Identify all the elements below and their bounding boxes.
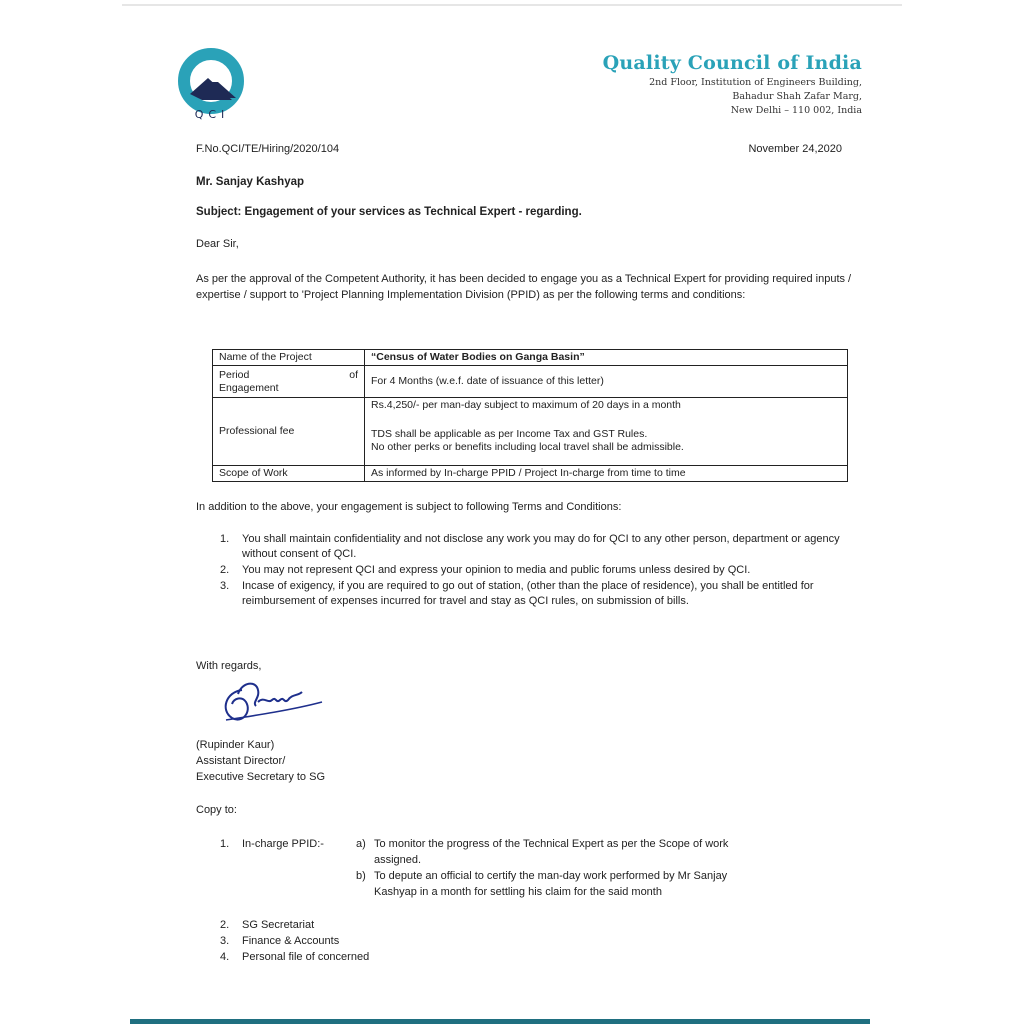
list-number: 1. — [220, 533, 230, 545]
table-row — [213, 398, 848, 466]
copy-to-more — [220, 917, 369, 965]
sub-item-b — [356, 868, 836, 900]
reference-number: F.No.QCI/TE/Hiring/2020/104 — [196, 143, 340, 155]
list-text: You may not represent QCI and express your opinion to media and public forums unless desired by QCI. — [242, 564, 751, 576]
list-number: 4. — [220, 951, 230, 963]
organization-name: Quality Council of India — [602, 52, 862, 74]
address-line: New Delhi – 110 002, India — [730, 105, 862, 116]
closing-regards: With regards, — [196, 660, 262, 672]
list-text: In-charge PPID:- — [242, 838, 324, 850]
sub-item-label: a) — [356, 838, 366, 850]
signer-name: (Rupinder Kaur) — [196, 739, 275, 751]
list-item — [220, 917, 369, 933]
list-text: Finance & Accounts — [242, 935, 340, 947]
sub-item-label: b) — [356, 870, 366, 882]
logo-text: QCI — [194, 108, 230, 121]
sub-item-text: To depute an official to certify the man-day work performed by Mr Sanjay — [374, 870, 728, 882]
list-item — [220, 579, 860, 609]
letter-date: November 24,2020 — [748, 143, 842, 155]
list-item — [220, 949, 369, 965]
table-cell: Name of the Project — [213, 350, 365, 366]
conditions-list — [220, 532, 860, 610]
table-cell: Scope of Work — [213, 466, 365, 482]
period-label-part: of — [349, 368, 358, 381]
period-label-part: Engagement — [219, 381, 279, 394]
salutation: Dear Sir, — [196, 238, 239, 250]
intro-paragraph: As per the approval of the Competent Authority, it has been decided to engage you as a Technical Expert for providing required inputs / expertise / support to 'Project Planning Implementation Division (PPID) as per the following terms and conditions: — [196, 273, 852, 301]
organization-address — [603, 76, 862, 118]
list-item — [220, 532, 860, 562]
table-cell: As informed by In-charge PPID / Project In-charge from time to time — [365, 466, 848, 482]
address-line: 2nd Floor, Institution of Engineers Building, — [649, 77, 862, 88]
terms-table — [212, 349, 848, 482]
signer-title: Assistant Director/ — [196, 755, 286, 767]
period-label — [219, 369, 358, 382]
sub-item-text: To monitor the progress of the Technical Expert as per the Scope of work — [374, 838, 729, 850]
table-row — [213, 366, 848, 398]
period-label-part: Period — [219, 368, 250, 381]
table-cell: “Census of Water Bodies on Ganga Basin” — [365, 350, 848, 366]
list-number: 3. — [220, 935, 230, 947]
list-text: You shall maintain confidentiality and not disclose any work you may do for QCI to any other person, department or agency without consent of QCI. — [242, 533, 840, 560]
table-cell — [213, 366, 365, 398]
table-cell: Professional fee — [213, 398, 365, 466]
addressee: Mr. Sanjay Kashyap — [196, 176, 305, 188]
fee-line: Rs.4,250/- per man-day subject to maximum of 20 days in a month — [371, 399, 681, 411]
list-text: SG Secretariat — [242, 919, 315, 931]
signer-block — [196, 737, 325, 785]
table-cell — [365, 398, 848, 466]
subject-line: Subject: Engagement of your services as Technical Expert - regarding. — [196, 206, 582, 218]
table-cell: For 4 Months (w.e.f. date of issuance of this letter) — [365, 366, 848, 398]
fee-line: No other perks or benefits including local travel shall be admissible. — [371, 441, 684, 453]
copy-to-list — [220, 836, 860, 898]
table-row — [213, 350, 848, 366]
copy-to-label: Copy to: — [196, 804, 237, 816]
additional-terms-intro: In addition to the above, your engagement is subject to following Terms and Conditions: — [196, 501, 622, 513]
list-text: Personal file of concerned — [242, 951, 370, 963]
table-row — [213, 466, 848, 482]
address-line: Bahadur Shah Zafar Marg, — [732, 91, 862, 102]
sub-item-a — [356, 836, 836, 868]
signer-title: Executive Secretary to SG — [196, 771, 325, 783]
bottom-bar — [130, 1019, 870, 1024]
organization-header — [603, 52, 862, 118]
signature-icon — [212, 672, 332, 734]
sub-item-text: assigned. — [374, 854, 422, 866]
list-text: Incase of exigency, if you are required to go out of station, (other than the place of residence), you shall be entitled for reimbursement of expenses incurred for travel and stay as QCI rules, on submission of bills. — [242, 580, 814, 607]
sub-item-text: Kashyap in a month for settling his claim for the said month — [374, 886, 662, 898]
list-number: 3. — [220, 580, 230, 592]
list-number: 2. — [220, 564, 230, 576]
list-number: 1. — [220, 838, 230, 850]
fee-line: TDS shall be applicable as per Income Tax and GST Rules. — [371, 428, 648, 440]
list-item — [220, 563, 860, 578]
list-number: 2. — [220, 919, 230, 931]
list-item — [220, 933, 369, 949]
